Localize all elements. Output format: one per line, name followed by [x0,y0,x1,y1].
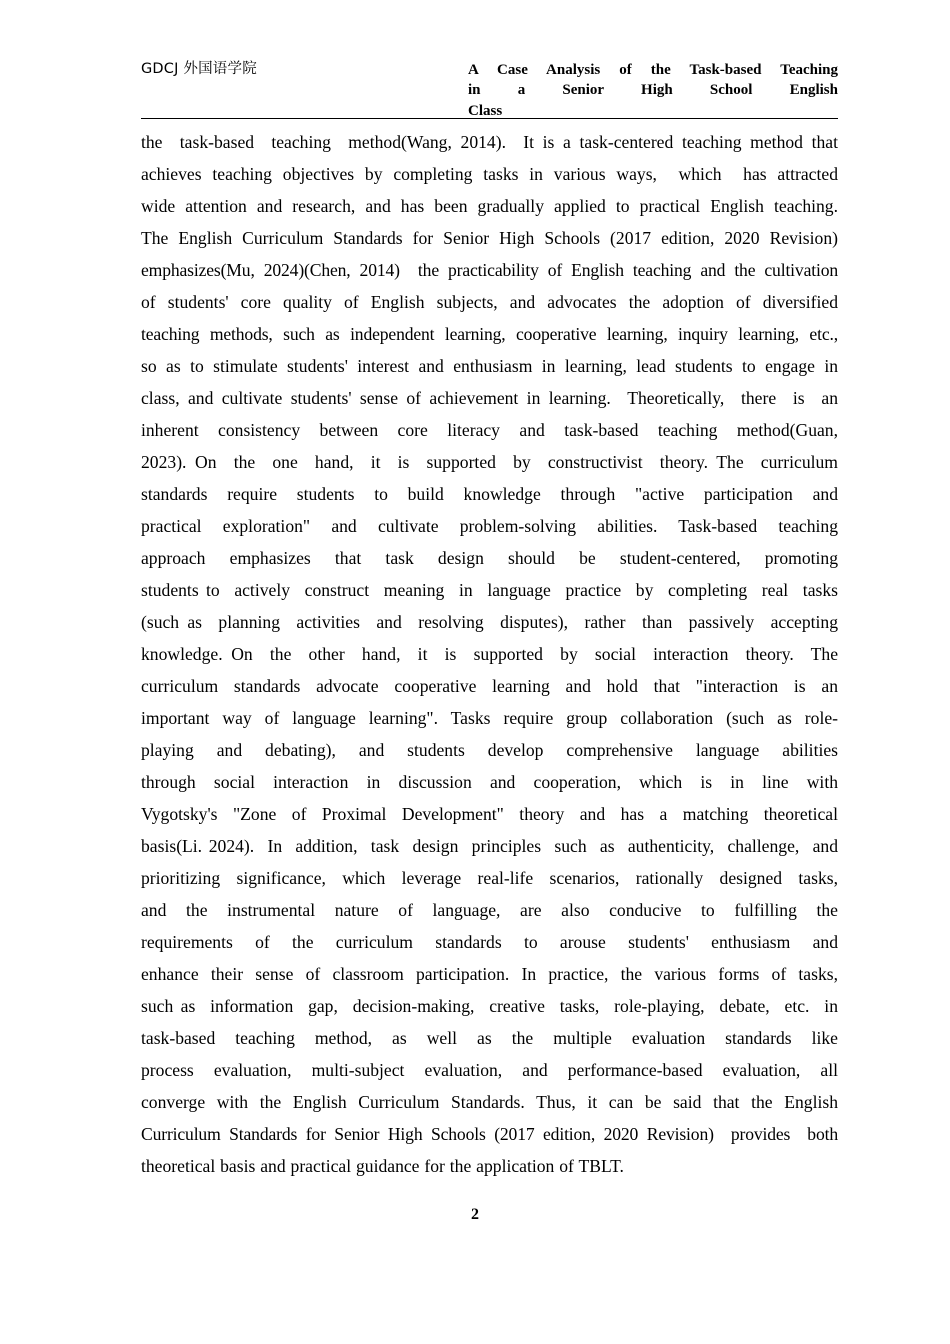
body-line: emphasizes(Mu, 2024)(Chen, 2014) the practicability of English teaching and the cultivation [141,260,838,280]
body-line: wide attention and research, and has been gradually applied to practical English teaching. [141,196,838,216]
body-line: students to actively construct meaning in language practice by completing real tasks [141,580,838,600]
body-line: (such as planning activities and resolving disputes), rather than passively accepting [141,612,838,632]
body-line: important way of language learning". Tasks require group collaboration (such as role- [141,708,838,728]
body-text-block [141,126,838,1182]
body-line: Vygotsky's "Zone of Proximal Development" theory and has a matching theoretical [141,804,838,824]
body-line: of students' core quality of English subjects, and advocates the adoption of diversified [141,292,838,312]
body-line: 2023). On the one hand, it is supported by constructivist theory. The curriculum [141,452,838,472]
body-line: the task-based teaching method(Wang, 2014). It is a task-centered teaching method that [141,132,838,152]
body-line: Curriculum Standards for Senior High Schools (2017 edition, 2020 Revision) provides both [141,1124,838,1144]
body-line: basis(Li. 2024). In addition, task design principles such as authenticity, challenge, and [141,836,838,856]
body-line: curriculum standards advocate cooperative learning and hold that "interaction is an [141,676,838,696]
body-line: requirements of the curriculum standards to arouse students' enthusiasm and [141,932,838,952]
header-institution-label: GDCJ 外国语学院 [141,61,257,77]
header-title-line-3: Class [468,102,503,119]
body-line: process evaluation, multi-subject evaluation, and performance-based evaluation, all [141,1060,838,1080]
body-line: prioritizing significance, which leverage real-life scenarios, rationally designed tasks, [141,868,838,888]
body-line: such as information gap, decision-making, creative tasks, role-playing, debate, etc. in [141,996,838,1016]
body-line: achieves teaching objectives by completing tasks in various ways, which has attracted [141,164,838,184]
body-line: teaching methods, such as independent learning, cooperative learning, inquiry learning, etc., [141,324,838,344]
body-line: converge with the English Curriculum Standards. Thus, it can be said that the English [141,1092,838,1112]
body-line: approach emphasizes that task design should be student-centered, promoting [141,548,838,568]
body-line: playing and debating), and students develop comprehensive language abilities [141,740,838,760]
body-line: theoretical basis and practical guidance for the application of TBLT. [141,1156,624,1176]
header-title-line-1: A Case Analysis of the Task-based Teaching [468,62,838,78]
header-document-title [468,60,838,121]
body-line: and the instrumental nature of language, are also conducive to fulfilling the [141,900,838,920]
header-title-line-2: in a Senior High School English [468,82,838,99]
page-footer [0,1206,950,1224]
body-paragraph [141,126,838,1182]
body-line: inherent consistency between core literacy and task-based teaching method(Guan, [141,420,838,440]
body-line: practical exploration" and cultivate problem-solving abilities. Task-based teaching [141,516,838,536]
body-line: standards require students to build knowledge through "active participation and [141,484,838,504]
body-line: so as to stimulate students' interest and enthusiasm in learning, lead students to engage in [141,356,838,376]
body-line: through social interaction in discussion and cooperation, which is in line with [141,772,838,792]
body-line: The English Curriculum Standards for Senior High Schools (2017 edition, 2020 Revision) [141,228,838,248]
body-line: knowledge. On the other hand, it is supported by social interaction theory. The [141,644,838,664]
body-line: class, and cultivate students' sense of achievement in learning. Theoretically, there is an [141,388,838,408]
body-line: task-based teaching method, as well as the multiple evaluation standards like [141,1028,838,1048]
page-number: 2 [471,1206,479,1223]
body-line: enhance their sense of classroom participation. In practice, the various forms of tasks, [141,964,838,984]
header-divider-rule [141,118,838,119]
running-header [141,60,838,121]
